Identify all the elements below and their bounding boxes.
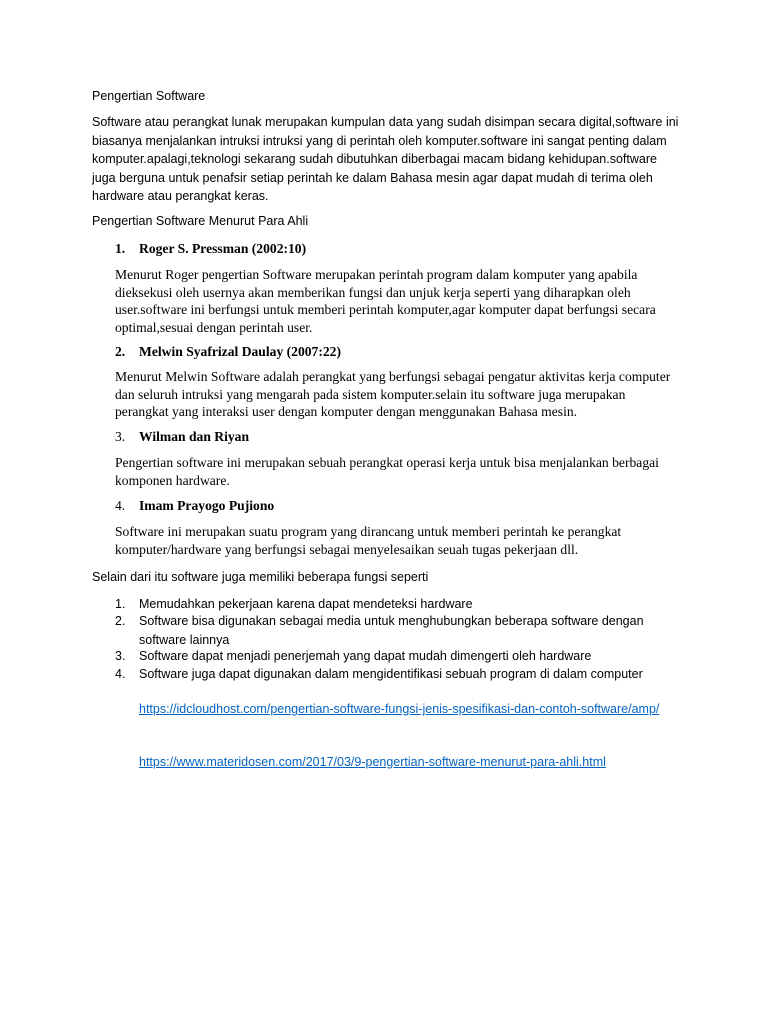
function-item: Software dapat menjadi penerjemah yang dapat mudah dimengerti oleh hardware <box>139 649 592 663</box>
function-number: 4. <box>115 667 126 681</box>
expert-number: 4. <box>115 498 126 513</box>
experts-heading: Pengertian Software Menurut Para Ahli <box>92 214 309 228</box>
function-item: Software bisa digunakan sebagai media untuk menghubungkan beberapa software dengan software lainnya <box>139 614 644 647</box>
expert-name: Melwin Syafrizal Daulay (2007:22) <box>139 344 341 359</box>
function-number: 2. <box>115 614 126 628</box>
intro-paragraph: Software atau perangkat lunak merupakan kumpulan data yang sudah disimpan secara digital,software ini biasanya menjalankan intruksi intruksi yang di perintah oleh komputer.software ini sangat penting dalam komputer.apalagi,teknologi sekarang sudah dibutuhkan diberbagai macam bidang kehidupan.software juga berguna untuk penafsir setiap perintah ke dalam Bahasa mesin agar dapat mudah di terima oleh hardware atau perangkat keras. <box>92 115 679 203</box>
expert-name: Roger S. Pressman (2002:10) <box>139 241 307 256</box>
expert-name: Wilman dan Riyan <box>139 429 250 444</box>
expert-name: Imam Prayogo Pujiono <box>139 498 275 513</box>
expert-description: Menurut Roger pengertian Software merupakan perintah program dalam komputer yang apabila dieksekusi oleh usernya akan memberikan fungsi dan unjuk kerja seperti yang diharapkan oleh user.software ini berfungsi untuk memberi perintah komputer,agar komputer dapat berfungsi secara optimal,sesuai dengan perintah user. <box>115 267 656 335</box>
expert-number: 2. <box>115 344 126 359</box>
function-number: 1. <box>115 597 126 611</box>
function-item: Memudahkan pekerjaan karena dapat mendeteksi hardware <box>139 597 473 611</box>
functions-heading: Selain dari itu software juga memiliki beberapa fungsi seperti <box>92 570 429 584</box>
expert-description: Software ini merupakan suatu program yang dirancang untuk memberi perintah ke perangkat komputer/hardware yang berfungsi sebagai menyelesaikan seuah tugas pekerjaan dll. <box>115 524 622 557</box>
reference-link-idcloudhost[interactable]: https://idcloudhost.com/pengertian-software-fungsi-jenis-spesifikasi-dan-contoh-software/amp/ <box>139 702 660 716</box>
function-number: 3. <box>115 649 126 663</box>
page-title: Pengertian Software <box>92 89 206 103</box>
expert-number: 1. <box>115 241 126 256</box>
reference-link-materidosen[interactable]: https://www.materidosen.com/2017/03/9-pengertian-software-menurut-para-ahli.html <box>139 755 606 769</box>
expert-description: Menurut Melwin Software adalah perangkat yang berfungsi sebagai pengatur aktivitas kerja computer dan seluruh intruksi yang mengarah pada sistem komputer.selain itu software juga merupakan perangkat yang interaksi user dengan komputer dengan menggunakan Bahasa mesin. <box>115 369 671 419</box>
expert-number: 3. <box>115 429 126 444</box>
function-item: Software juga dapat digunakan dalam mengidentifikasi sebuah program di dalam computer <box>139 667 643 681</box>
expert-description: Pengertian software ini merupakan sebuah perangkat operasi kerja untuk bisa menjalankan berbagai komponen hardware. <box>115 455 659 488</box>
